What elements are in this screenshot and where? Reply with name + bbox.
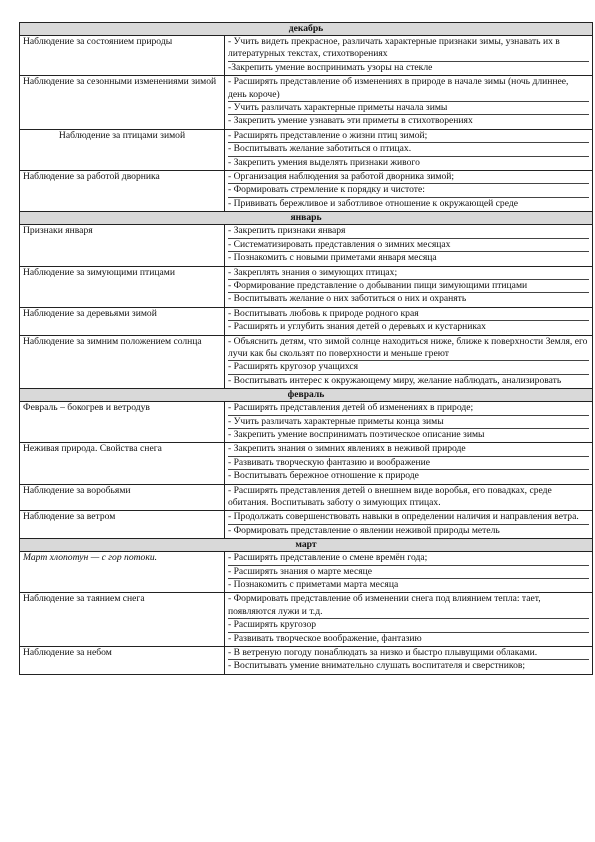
table-row [20,511,593,539]
observation-topic: Наблюдение за воробьями [20,484,225,511]
goal-item: - Расширять представления детей об изменениях в природе; [228,402,589,415]
observation-goals [225,307,593,335]
table-row [20,171,593,212]
goal-item: - Организация наблюдения за работой дворника зимой; [228,171,589,184]
month-title: январь [20,212,593,225]
table-row [20,593,593,647]
goal-item: - Систематизировать представления о зимних месяцах [228,239,589,252]
goal-item: - Формировать представление об изменении снега под влиянием тепла: тает, появляются лужи и т.д. [228,593,589,619]
observation-goals [225,443,593,484]
goal-item: - Формировать представление о явлении неживой природы метель [228,524,500,536]
table-row [20,225,593,266]
goal-item: - Познакомить с приметами марта месяца [228,579,399,591]
observation-topic: Февраль – бокогрев и ветродув [20,402,225,443]
observation-goals [225,484,593,511]
month-header-row [20,389,593,402]
month-title: декабрь [20,23,593,36]
month-header-row [20,23,593,36]
goal-item: - Закреплять знания о зимующих птицах; [228,267,589,280]
goal-item: - Закрепить умения выделять признаки живого [228,156,420,168]
observation-goals [225,171,593,212]
observation-goals [225,76,593,130]
observation-goals [225,335,593,389]
observation-goals [225,593,593,647]
observation-topic: Наблюдение за состоянием природы [20,36,225,76]
observation-topic: Март хлопотун — с гор потоки. [20,552,225,593]
table-row [20,647,593,675]
observation-topic: Наблюдение за птицами зимой [20,129,225,170]
observation-topic: Наблюдение за небом [20,647,225,675]
plan-table-body [20,23,593,675]
goal-item: - Познакомить с новыми приметами января месяца [228,252,437,264]
goal-item: - Расширять представление о жизни птиц зимой; [228,130,589,143]
goal-item: - Расширять кругозор [228,619,589,632]
goal-item: - Продолжать совершенствовать навыки в определении наличия и направления ветра. [228,511,589,524]
month-title: февраль [20,389,593,402]
month-header-row [20,212,593,225]
observation-goals [225,402,593,443]
observation-goals [225,266,593,307]
table-row [20,443,593,484]
goal-item: - Закрепить умение воспринимать поэтическое описание зимы [228,428,485,440]
goal-item: - Воспитывать умение внимательно слушать воспитателя и сверстников; [228,660,526,672]
goal-item: - Учить различать характерные приметы конца зимы [228,416,589,429]
observation-topic: Наблюдение за зимним положением солнца [20,335,225,389]
goal-item: - Расширять кругозор учащихся [228,361,589,374]
table-row [20,76,593,130]
observation-plan-table [19,22,593,675]
observation-topic: Неживая природа. Свойства снега [20,443,225,484]
goal-item: - Учить видеть прекрасное, различать характерные признаки зимы, узнавать их в литературных текстах, стихотворениях [228,36,589,62]
goal-item: - Объяснить детям, что зимой солнце находиться ниже, ближе к поверхности Земля, его лучи как бы скользят по поверхности и меньше греют [228,336,589,362]
goal-item: - Формирование представление о добывании пищи зимующими птицами [228,280,589,293]
goal-item: - Расширять знания о марте месяце [228,566,589,579]
goal-item: - Расширять и углубить знания детей о деревьях и кустарниках [228,321,486,333]
observation-topic: Наблюдение за сезонными изменениями зимой [20,76,225,130]
table-row [20,129,593,170]
goal-item: - Воспитывать интерес к окружающему миру, желание наблюдать, анализировать [228,374,562,386]
goal-item: - Закрепить знания о зимних явлениях в неживой природе [228,443,589,456]
table-row [20,402,593,443]
month-header-row [20,539,593,552]
table-row [20,266,593,307]
observation-topic: Наблюдение за зимующими птицами [20,266,225,307]
table-row [20,307,593,335]
goal-item: - В ветреную погоду понаблюдать за низко и быстро плывущими облаками. [228,647,589,660]
observation-goals [225,225,593,266]
goal-item: - Закрепить умение узнавать эти приметы в стихотворениях [228,115,473,127]
table-row [20,552,593,593]
observation-topic: Наблюдение за работой дворника [20,171,225,212]
observation-topic: Наблюдение за ветром [20,511,225,539]
goal-item: - Расширять представление о смене времён года; [228,552,589,565]
table-row [20,36,593,76]
goal-item: - Формировать стремление к порядку и чистоте: [228,184,589,197]
observation-goals [225,552,593,593]
observation-goals [225,129,593,170]
table-row [20,335,593,389]
observation-goals [225,36,593,76]
goal-item: - Учить различать характерные приметы начала зимы [228,102,589,115]
goal-item: - Воспитывать желание о них заботиться о них и охранять [228,293,467,305]
observation-goals [225,511,593,539]
table-row [20,484,593,511]
month-title: март [20,539,593,552]
goal-item: - Закрепить признаки января [228,225,589,238]
goal-item: - Воспитывать бережное отношение к природе [228,470,419,482]
goal-item: - Расширять представления детей о внешнем виде воробья, его повадках, среде обитания. Воспитывать заботу о зимующих птицах. [228,484,552,508]
goal-item: - Прививать бережливое и заботливое отношение к окружающей среде [228,197,518,209]
observation-topic: Признаки января [20,225,225,266]
observation-topic: Наблюдение за таянием снега [20,593,225,647]
goal-item: -Закрепить умение воспринимать узоры на стекле [228,61,433,73]
observation-goals [225,647,593,675]
goal-item: - Развивать творческую фантазию и воображение [228,457,589,470]
observation-topic: Наблюдение за деревьями зимой [20,307,225,335]
goal-item: - Расширять представление об изменениях в природе в начале зимы (ночь длиннее, день короче) [228,76,589,102]
goal-item: - Развивать творческое воображение, фантазию [228,632,422,644]
goal-item: - Воспитывать желание заботиться о птицах. [228,143,589,156]
goal-item: - Воспитывать любовь к природе родного края [228,308,589,321]
